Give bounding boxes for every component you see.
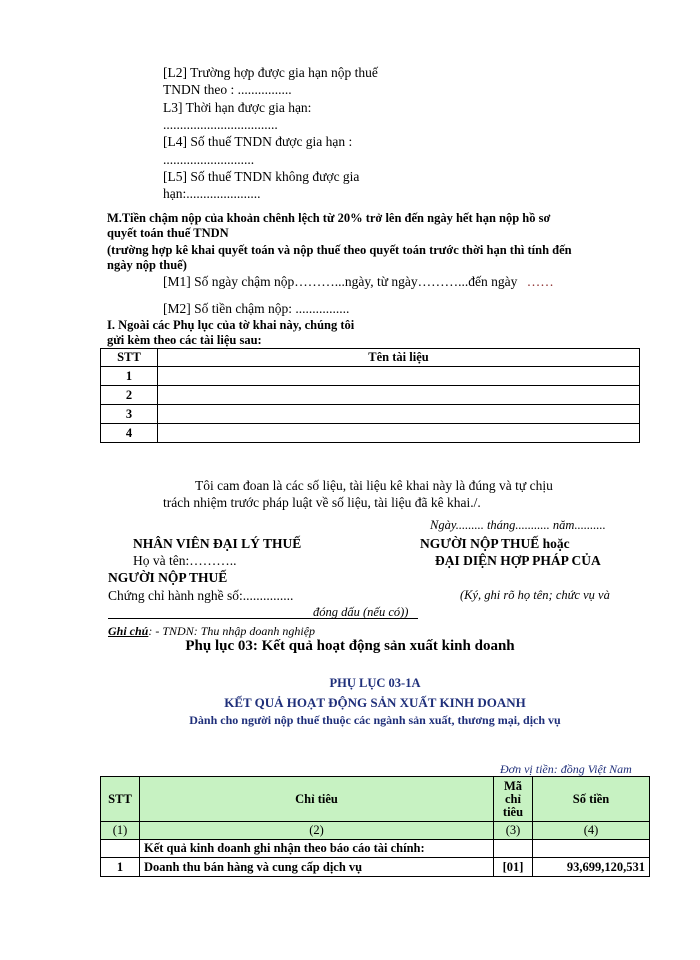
row-number: 2 — [101, 386, 158, 405]
taxpayer-title-line2: ĐẠI DIỆN HỢP PHÁP CỦA — [435, 553, 601, 568]
header-amount: Số tiền — [533, 777, 650, 822]
row-amount: 93,699,120,531 — [533, 858, 650, 877]
i-section-line2: gửi kèm theo các tài liệu sau: — [107, 333, 262, 347]
l5-line1: [L5] Số thuế TNDN không được gia — [163, 169, 360, 184]
table-row — [101, 367, 640, 386]
l2-line2: TNDN theo : ................ — [163, 82, 292, 97]
header-stt: STT — [101, 777, 140, 822]
appendix-subtitle: Dành cho người nộp thuế thuộc các ngành sản xuất, thương mại, dịch vụ — [189, 713, 561, 727]
section-label: Kết quả kinh doanh ghi nhận theo báo cáo tài chính: — [140, 840, 494, 858]
l4-line2: ........................... — [163, 152, 255, 167]
table-row — [101, 424, 640, 443]
header-code-line2: chỉ — [505, 791, 521, 806]
row-number: 3 — [101, 405, 158, 424]
date-line: Ngày......... tháng........... năm.......... — [430, 518, 606, 532]
m-heading-line2: quyết toán thuế TNDN — [107, 226, 229, 240]
row-number: 1 — [101, 367, 158, 386]
l2-line1: [L2] Trường hợp được gia hạn nộp thuế — [163, 65, 378, 80]
row-indicator: Doanh thu bán hàng và cung cấp dịch vụ — [140, 858, 494, 877]
result-table — [100, 776, 650, 877]
header-stt: STT — [101, 349, 158, 367]
result-table-header — [101, 777, 650, 822]
taxpayer-title-line3: NGƯỜI NỘP THUẾ — [108, 570, 228, 585]
col-num-3: (3) — [494, 822, 533, 840]
table-row — [101, 405, 640, 424]
header-code-line3: tiêu — [502, 804, 524, 819]
l4-line1: [L4] Số thuế TNDN được gia hạn : — [163, 134, 353, 149]
document-cell[interactable] — [158, 386, 640, 405]
l5-line2: hạn:...................... — [163, 186, 261, 201]
m-note-line1: (trường hợp kê khai quyết toán và nộp thuế theo quyết toán trước thời hạn thì tính đến — [107, 243, 572, 257]
currency-unit: Đơn vị tiền: đồng Việt Nam — [500, 762, 632, 776]
l3-line2: .................................. — [163, 117, 278, 132]
m-heading-line1: M.Tiền chậm nộp của khoản chênh lệch từ 20% trở lên đến ngày hết hạn nộp hồ sơ — [107, 211, 551, 225]
col-num-2: (2) — [140, 822, 494, 840]
document-cell[interactable] — [158, 424, 640, 443]
footnote-text: : - TNDN: Thu nhập doanh nghiệp — [148, 624, 316, 638]
footnote-label: Ghi chú — [108, 624, 149, 638]
agent-title: NHÂN VIÊN ĐẠI LÝ THUẾ — [133, 536, 302, 551]
m-note-line2: ngày nộp thuế) — [107, 258, 187, 272]
section-stt — [101, 840, 140, 858]
column-number-row — [101, 822, 650, 840]
appendix-name: KẾT QUẢ HOẠT ĐỘNG SẢN XUẤT KINH DOANH — [224, 695, 526, 710]
m1-line — [163, 274, 554, 290]
agent-name: Họ và tên:……….. — [133, 553, 237, 568]
footnote — [108, 624, 315, 639]
table-row — [101, 386, 640, 405]
section-code — [494, 840, 533, 858]
header-document-name: Tên tài liệu — [158, 349, 640, 367]
col-num-1: (1) — [101, 822, 140, 840]
appendix-main-title: Phụ lục 03: Kết quả hoạt động sản xuất kinh doanh — [185, 638, 515, 654]
header-indicator: Chỉ tiêu — [140, 777, 494, 822]
documents-table — [100, 348, 640, 443]
row-number: 4 — [101, 424, 158, 443]
row-code: [01] — [494, 858, 533, 877]
col-num-4: (4) — [533, 822, 650, 840]
agent-cert: Chứng chỉ hành nghề số:............... — [108, 588, 294, 603]
documents-table-header — [101, 349, 640, 367]
sign-note-line2: đóng dấu (nếu có)) — [313, 605, 409, 619]
section-amount — [533, 840, 650, 858]
declaration-line1: Tôi cam đoan là các số liệu, tài liệu kê khai này là đúng và tự chịu — [195, 478, 553, 493]
table-row — [101, 858, 650, 877]
sign-note-line1: (Ký, ghi rõ họ tên; chức vụ và — [460, 588, 610, 602]
header-code — [494, 777, 533, 822]
declaration-line2: trách nhiệm trước pháp luật về số liệu, tài liệu đã kê khai./. — [163, 495, 481, 510]
l3-line1: L3] Thời hạn được gia hạn: — [163, 100, 312, 115]
i-section-line1: I. Ngoài các Phụ lục của tờ khai này, chúng tôi — [107, 318, 355, 332]
document-cell[interactable] — [158, 367, 640, 386]
document-cell[interactable] — [158, 405, 640, 424]
section-row — [101, 840, 650, 858]
row-stt: 1 — [101, 858, 140, 877]
m1-text: [M1] Số ngày chậm nộp………...ngày, từ ngày………...đến ngày — [163, 274, 518, 289]
m1-tail: …… — [526, 274, 554, 289]
m2-line: [M2] Số tiền chậm nộp: ................ — [163, 301, 350, 316]
separator-line — [108, 618, 418, 619]
taxpayer-title-line1: NGƯỜI NỘP THUẾ hoặc — [420, 536, 570, 551]
appendix-code: PHỤ LỤC 03-1A — [329, 676, 421, 690]
header-code-line1: Mã — [503, 778, 523, 793]
